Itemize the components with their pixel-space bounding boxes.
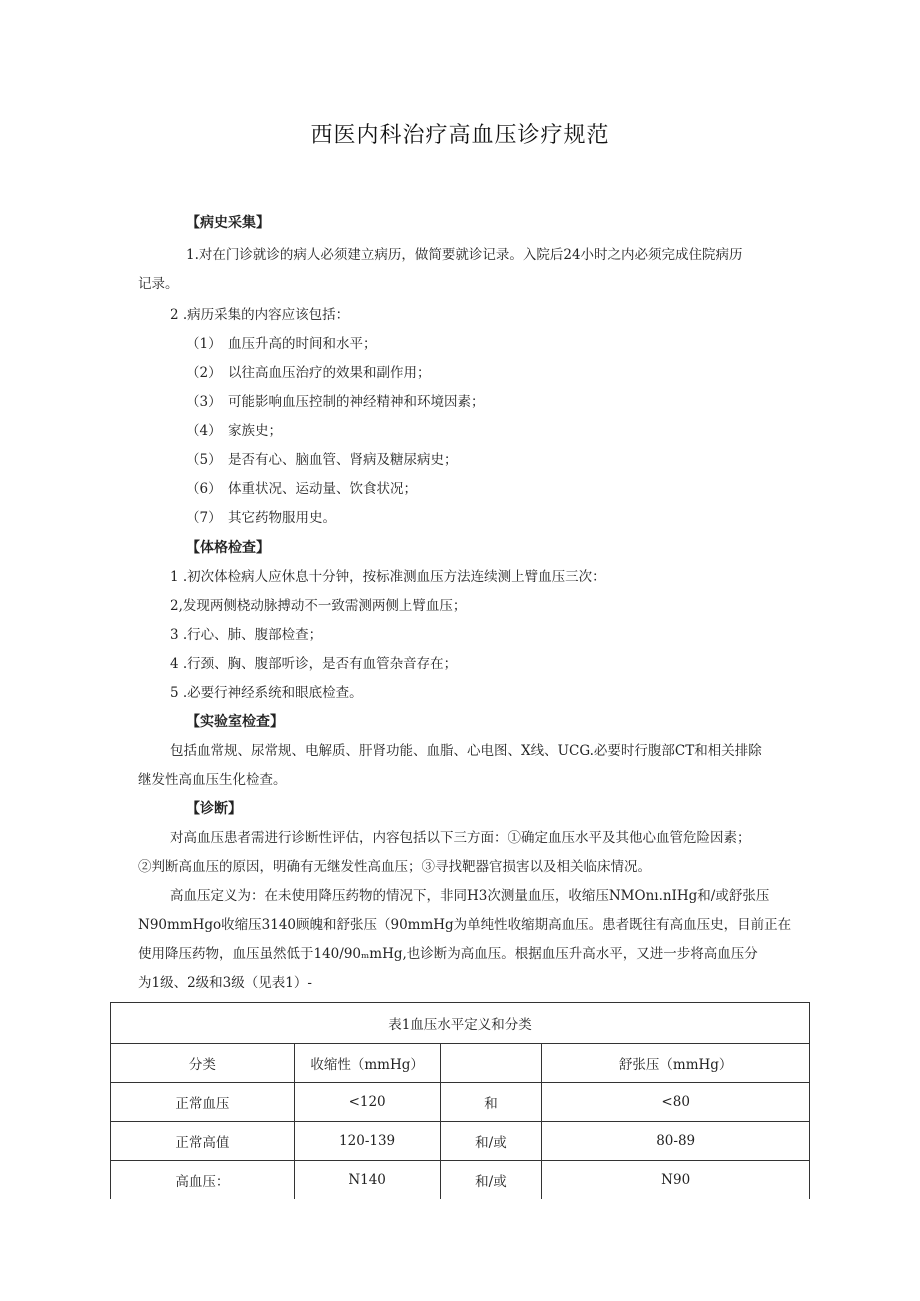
paragraph-line: 5 .必要行神经系统和眼底检查。 bbox=[170, 685, 363, 701]
list-item-number: （7） bbox=[186, 510, 222, 526]
bp-classification-table bbox=[110, 1002, 810, 1199]
paragraph-line: 3 .行心、肺、腹部检查； bbox=[170, 627, 323, 643]
list-item-number: （4） bbox=[186, 423, 222, 439]
list-item bbox=[186, 479, 417, 499]
list-item bbox=[186, 508, 336, 528]
table-cell-connector: 和/或 bbox=[440, 1122, 542, 1161]
table-cell-systolic: <120 bbox=[294, 1083, 440, 1122]
paragraph-line: N90mmHgo收缩压3140顾魄和舒张压（90mmHg为单纯性收缩期高血压。患者既往有高血压史，目前正在 bbox=[138, 917, 792, 933]
list-item bbox=[186, 450, 458, 470]
page-title: 西医内科治疗高血压诊疗规范 bbox=[310, 123, 610, 148]
table-cell-category: 正常血压 bbox=[111, 1083, 295, 1122]
list-item-text: 可能影响血压控制的神经精神和环境因素； bbox=[228, 394, 485, 410]
table-row bbox=[111, 1161, 810, 1200]
table-header-systolic: 收缩性（mmHg） bbox=[294, 1044, 440, 1083]
paragraph-line: 4 .行颈、胸、腹部听诊，是否有血管杂音存在； bbox=[170, 656, 458, 672]
list-item-text: 家族史； bbox=[228, 423, 282, 439]
table-header-diastolic: 舒张压（mmHg） bbox=[542, 1044, 810, 1083]
table-cell-systolic: N140 bbox=[294, 1161, 440, 1200]
list-item-text: 其它药物服用史。 bbox=[228, 510, 336, 526]
table-cell-connector: 和 bbox=[440, 1083, 542, 1122]
paragraph-line: 继发性高血压生化检查。 bbox=[138, 772, 287, 788]
section-heading-history: 【病史采集】 bbox=[186, 215, 270, 231]
table-cell-category: 正常高值 bbox=[111, 1122, 295, 1161]
paragraph-line: 使用降压药物，血压虽然低于140/90ₘmHg,也诊断为高血压。根据血压升高水平，又进一步将高血压分 bbox=[138, 946, 758, 962]
list-item-text: 以往高血压治疗的效果和副作用； bbox=[228, 365, 431, 381]
list-item bbox=[186, 334, 377, 354]
paragraph-line: 为1级、2级和3级（见表1）- bbox=[138, 975, 312, 991]
list-item bbox=[186, 421, 282, 441]
table-header-category: 分类 bbox=[111, 1044, 295, 1083]
list-item-number: （2） bbox=[186, 365, 222, 381]
list-item-text: 体重状况、运动量、饮食状况； bbox=[228, 481, 417, 497]
table-cell-diastolic: <80 bbox=[542, 1083, 810, 1122]
table-caption: 表1血压水平定义和分类 bbox=[111, 1003, 810, 1044]
table-header-row bbox=[111, 1044, 810, 1083]
section-heading-lab: 【实验室检查】 bbox=[186, 714, 284, 730]
table-cell-diastolic: N90 bbox=[542, 1161, 810, 1200]
table-row bbox=[111, 1083, 810, 1122]
list-item-number: （3） bbox=[186, 394, 222, 410]
paragraph-line: 记录。 bbox=[138, 276, 179, 292]
section-heading-diagnosis: 【诊断】 bbox=[186, 801, 242, 817]
table-cell-diastolic: 80-89 bbox=[542, 1122, 810, 1161]
list-item-number: （1） bbox=[186, 336, 222, 352]
paragraph-line: ②判断高血压的原因，明确有无继发性高血压；③寻找靶器官损害以及相关临床情况。 bbox=[138, 859, 651, 875]
section-heading-exam: 【体格检查】 bbox=[186, 540, 270, 556]
list-item-text: 是否有心、脑血管、肾病及糖尿病史； bbox=[228, 452, 458, 468]
paragraph-line: 高血压定义为：在未使用降压药物的情况下，非同H3次测量血压，收缩压NMOnı.nIHg和/或舒张压 bbox=[170, 888, 770, 904]
paragraph-line: 2,发现两侧桡动脉搏动不一致需测两侧上臂血压； bbox=[170, 598, 467, 614]
list-item-number: （5） bbox=[186, 452, 222, 468]
paragraph-line: 对高血压患者需进行诊断性评估，内容包括以下三方面：①确定血压水平及其他心血管危险因素； bbox=[170, 830, 751, 846]
list-item-number: （6） bbox=[186, 481, 222, 497]
table-cell-connector: 和/或 bbox=[440, 1161, 542, 1200]
table-header-connector bbox=[440, 1044, 542, 1083]
paragraph-line: 包括血常规、尿常规、电解质、肝肾功能、血脂、心电图、X线、UCG.必要时行腹部CT和相关排除 bbox=[170, 743, 762, 759]
list-item-text: 血压升高的时间和水平； bbox=[228, 336, 377, 352]
list-item bbox=[186, 363, 431, 383]
paragraph-line: 2 .病历采集的内容应该包括： bbox=[170, 307, 350, 323]
table-row bbox=[111, 1122, 810, 1161]
paragraph-line: 1.对在门诊就诊的病人必须建立病历，做简要就诊记录。入院后24小时之内必须完成住院病历 bbox=[186, 247, 743, 263]
table-cell-category: 高血压： bbox=[111, 1161, 295, 1200]
list-item bbox=[186, 392, 485, 412]
table-cell-systolic: 120-139 bbox=[294, 1122, 440, 1161]
paragraph-line: 1 .初次体检病人应休息十分钟，按标准测血压方法连续测上臂血压三次： bbox=[170, 569, 606, 585]
